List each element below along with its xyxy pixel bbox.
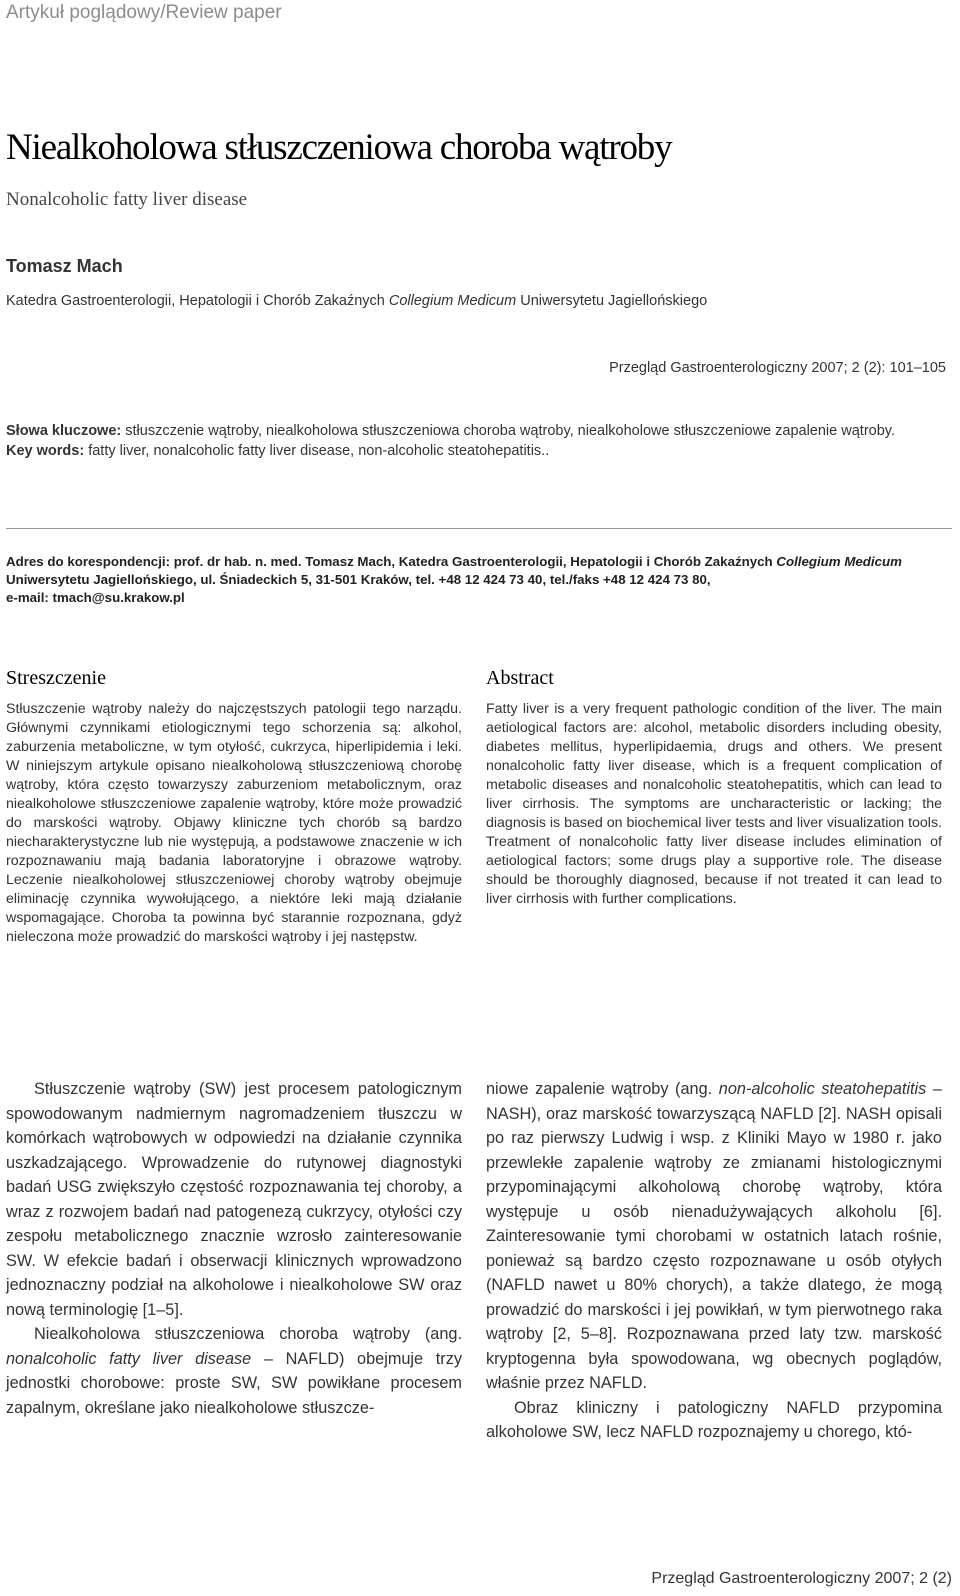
affiliation-text-end: Uniwersytetu Jagiellońskiego	[516, 293, 708, 309]
body-paragraph	[486, 1077, 942, 1396]
body-text: Niealkoholowa stłuszczeniowa choroba wątroby (ang.	[34, 1325, 462, 1343]
correspondence-text: prof. dr hab. n. med. Tomasz Mach, Katedra Gastroenterologii, Hepatologii i Chorób Zakaźnych	[170, 554, 777, 569]
streszczenie-text: Stłuszczenie wątroby należy do najczęstszych patologii tego narządu. Głównymi czynnikami etiologicznymi tego schorzenia są: alkohol, zaburzenia metaboliczne, w tym otyłość, cukrzyca, hiperlipidemia i leki. W niniejszym artykule opisano niealkoholową stłuszczeniową chorobę wątroby, która często towarzyszy zaburzeniom metabolicznym, oraz niealkoholowe stłuszczeniowe zapalenie wątroby, które może prowadzić do marskości wątroby. Objawy kliniczne tych chorób są bardzo niecharakterystyczne lub nie występują, a podstawowe znaczenie w ich rozpoznawaniu mają badania laboratoryjne i obrazowe wątroby. Leczenie niealkoholowej stłuszczeniowej choroby wątroby obejmuje eliminację czynnika wywołującego, a niektóre leki mają działanie wspomagające. Choroba ta powinna być starannie rozpoznana, gdyż nieleczona może prowadzić do marskości wątroby i jej następstw.	[6, 701, 462, 945]
body-paragraph: Obraz kliniczny i patologiczny NAFLD przypomina alkoholowe SW, lecz NAFLD rozpoznajemy u chorego, któ-	[486, 1398, 942, 1441]
article-subtitle: Nonalcoholic fatty liver disease	[6, 189, 248, 210]
abstract-heading: Abstract	[486, 667, 554, 689]
keywords-en	[6, 441, 956, 461]
author-name: Tomasz Mach	[6, 256, 123, 276]
article-title: Niealkoholowa stłuszczeniowa choroba wątroby	[6, 127, 672, 168]
body-text: – NAFLD) obejmuje trzy jednostki chorobowe: proste SW, SW powikłane procesem zapalnym, określane jako niealkoholowe stłuszcze-	[6, 1349, 462, 1417]
body-text: – NASH), oraz marskość towarzyszącą NAFLD [2]. NASH opisali po raz pierwszy Ludwig i wsp. z Kliniki Mayo w 1980 r. jako przewlekłe zapalenie wątroby ze zmianami histologicznymi przypominającymi alkoholową chorobę wątroby, która występuje u osób nienadużywających alkoholu [6]. Zainteresowanie tymi chorobami w ostatnich latach rośnie, ponieważ są bardzo często rozpoznawane u osób otyłych (NAFLD nawet u 80% chorych), a także dlatego, że mogą prowadzić do marskości i jej powikłań, w tym pierwotnego raka wątroby [2, 5–8]. Rozpoznawana przed laty tzw. marskość kryptogenna była spowodowana, wg obecnych poglądów, właśnie przez NAFLD.	[486, 1080, 942, 1392]
keywords-pl-label: Słowa kluczowe:	[6, 423, 122, 439]
journal-reference: Przegląd Gastroenterologiczny 2007; 2 (2): 101–105	[609, 360, 946, 376]
abstract-text: Fatty liver is a very frequent pathologic condition of the liver. The main aetiological factors are: alcohol, metabolic disorders including obesity, diabetes mellitus, hyperlipidaemia, drugs and others. We present nonalcoholic fatty liver disease, which is a frequent complication of metabolic diseases and nonalcoholic steatohepatitis, which can lead to liver cirrhosis. The symptoms are uncharacteristic or lacking; the diagnosis is based on biochemical liver tests and liver visualization tools. Treatment of nonalcoholic fatty liver disease includes elimination of aetiological factors; some drugs play a supportive role. The disease should be thoroughly diagnosed, because if not treated it can lead to liver cirrhosis with further complications.	[486, 701, 942, 907]
keywords-en-label: Key words:	[6, 443, 85, 459]
correspondence-italic: Collegium Medicum	[776, 554, 902, 569]
body-paragraph: Stłuszczenie wątroby (SW) jest procesem patologicznym spowodowanym nadmiernym nagromadzeniem tłuszczu w komórkach wątrobowych w odpowiedzi na działanie czynnika uszkadzającego. Wprowadzenie do rutynowej diagnostyki badań USG zwiększyło częstość rozpoznawania tej choroby, a wraz z rozwojem badań nad patogenezą cukrzycy, otyłości czy zespołu metabolicznego znacznie wzrosło zainteresowanie SW. W efekcie badań i obserwacji klinicznych wprowadzono jednoznaczny podział na alkoholowe i niealkoholowe SW oraz nową terminologię [1–5].	[6, 1080, 462, 1319]
keywords-en-text: fatty liver, nonalcoholic fatty liver disease, non-alcoholic steatohepatitis..	[84, 443, 550, 459]
keywords-block	[6, 421, 956, 461]
body-italic: nonalcoholic fatty liver disease	[6, 1349, 252, 1368]
correspondence-address: Uniwersytetu Jagiellońskiego, ul. Śniadeckich 5, 31-501 Kraków, tel. +48 12 424 73 40, tel./faks +48 12 424 73 80,	[6, 572, 711, 587]
affiliation-italic: Collegium Medicum	[388, 293, 517, 309]
body-text: niowe zapalenie wątroby (ang.	[486, 1080, 719, 1098]
keywords-pl	[6, 421, 956, 441]
correspondence-block	[6, 553, 952, 607]
correspondence-email: e-mail: tmach@su.krakow.pl	[6, 590, 185, 605]
author-affiliation	[6, 293, 707, 309]
body-left-column	[6, 1077, 462, 1420]
correspondence-label: Adres do korespondencji:	[6, 554, 171, 569]
streszczenie-heading: Streszczenie	[6, 667, 106, 689]
page-footer: Przegląd Gastroenterologiczny 2007; 2 (2)	[651, 1570, 952, 1587]
section-divider	[6, 528, 952, 529]
keywords-pl-text: stłuszczenie wątroby, niealkoholowa stłuszczeniowa choroba wątroby, niealkoholowe stłuszczeniowe zapalenie wątroby.	[121, 423, 895, 439]
affiliation-text: Katedra Gastroenterologii, Hepatologii i Chorób Zakaźnych	[6, 293, 389, 309]
article-type-label: Artykuł poglądowy/Review paper	[6, 2, 282, 23]
body-paragraph	[6, 1322, 462, 1420]
body-right-column	[486, 1077, 942, 1445]
body-italic: non-alcoholic steatohepatitis	[718, 1080, 927, 1098]
